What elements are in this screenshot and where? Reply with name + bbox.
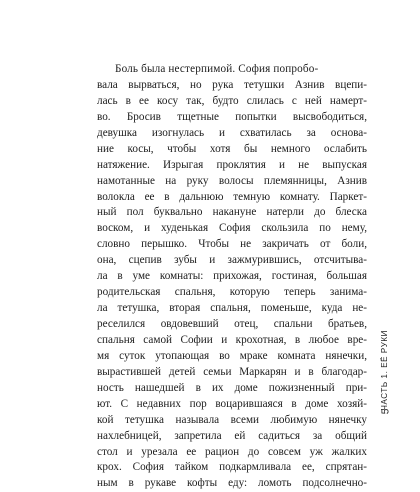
body-text — [97, 62, 367, 492]
text-line: словно перышко. Чтобы не закричать от боли, — [97, 238, 367, 251]
text-line: волокла ее в дальнюю темную комнату. Паркет- — [97, 190, 367, 203]
text-line: спальня самой Софии и крохотная, в любое вре- — [97, 333, 367, 346]
text-line: кой тетушка называла всеми любимую нянечку — [97, 413, 367, 426]
text-line: мя суток утопающая во мраке комната нянечки, — [97, 349, 367, 362]
running-header: ЧАСТЬ 1. ЕЁ РУКИ — [380, 330, 389, 411]
text-line: ла тетушка, вторая спальня, поменьше, куда не- — [97, 302, 367, 315]
text-line: реселился овдовевший отец, спальни братьев, — [97, 318, 367, 330]
text-line: стол и урезала ее рацион до совсем уж жалких — [97, 445, 367, 458]
text-line: ным в рукаве кофты еду: ломоть подсолнечно- — [97, 477, 367, 490]
text-line: намотанные на руку волосы племянницы, Азнив — [97, 174, 367, 187]
page-number: 5 — [380, 408, 392, 415]
text-line: родительская спальня, которую теперь занима- — [97, 286, 367, 299]
text-line: ный пол буквально накануне натерли до блеска — [97, 206, 367, 219]
text-line: ность нашедшей в их доме пожизненный при- — [97, 381, 367, 394]
text-line: девушка изогнулась и схватилась за основа- — [97, 126, 367, 139]
text-line: нахлебницей, запретила ей садиться за общий — [97, 429, 367, 442]
text-line: лась в ее косу так, будто слилась с ней намерт- — [97, 94, 367, 107]
text-line: вырастившей детей семьи Маркарян и в благодар- — [97, 365, 367, 378]
text-line: во. Бросив тщетные попытки высвободиться, — [97, 110, 367, 123]
text-line: ла в уме комнаты: прихожая, гостиная, большая — [97, 270, 367, 283]
text-line: Боль была нестерпимой. София попробо- — [115, 63, 319, 75]
text-line: ют. С недавних пор воцарившаяся в доме хозяй- — [97, 397, 367, 410]
text-line: воском, и худенькая София скользила по нему, — [97, 222, 367, 235]
text-line: она, сцепив зубы и зажмурившись, отсчитыва- — [97, 254, 367, 267]
text-line: крох. София тайком подкармливала ее, спрятан- — [97, 461, 367, 474]
text-line: ние косы, чтобы хотя бы немного ослабить — [97, 142, 367, 155]
text-line: вала вырваться, но рука тетушки Азнив вцепи- — [97, 78, 367, 91]
text-line: натяжение. Изрыгая проклятия и не выпуская — [97, 158, 367, 171]
